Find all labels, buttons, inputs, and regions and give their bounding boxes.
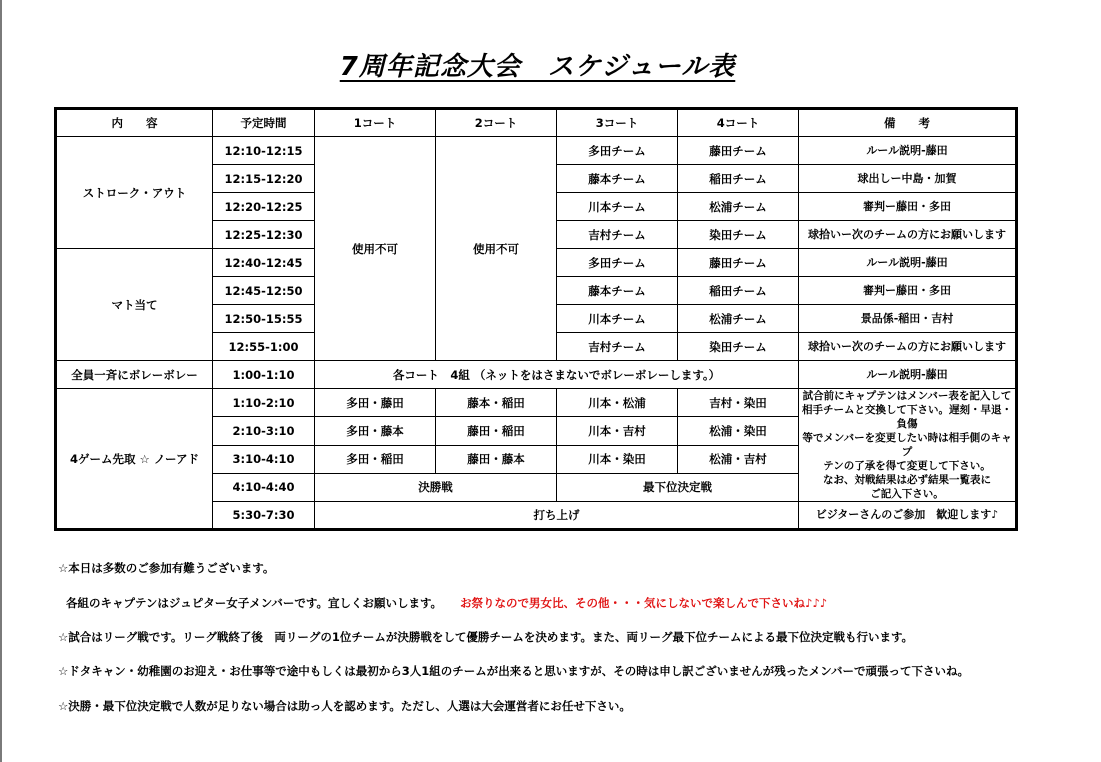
note-captain-line [66,595,827,611]
match-cell: 吉村・染田 [678,389,799,417]
team-cell: 藤田チーム [678,137,799,165]
game-remarks [799,389,1017,502]
party-cell: 打ち上げ [315,502,799,530]
remark-line: 試合前にキャプテンはメンバー表を記入して [802,390,1012,402]
team-cell: 松浦チーム [678,193,799,221]
volley-label: 全員一斉にボレーボレー [56,361,213,389]
header-content: 内 容 [56,109,213,137]
team-cell: 多田チーム [557,137,678,165]
team-cell: 吉村チーム [557,221,678,249]
time-cell: 1:00-1:10 [213,361,315,389]
note-thanks: ☆本日は多数のご参加有難うございます。 [58,561,275,575]
time-cell: 2:10-3:10 [213,417,315,445]
team-cell: 藤田チーム [678,249,799,277]
schedule-table [54,107,1018,531]
remark-cell: 球出しー中島・加賀 [799,165,1017,193]
title-text: 7周年記念大会 スケジュール表 [339,52,736,82]
header-court4: 4コート [678,109,799,137]
court1-unavailable: 使用不可 [315,137,436,361]
remark-line: ご記入下さい。 [870,488,944,500]
note-festival: お祭りなので男女比、その他・・・気にしないで楽しんで下さいね♪♪♪ [460,596,828,610]
time-cell: 3:10-4:10 [213,445,315,473]
note-dotakyan: ☆ドタキャン・幼稚園のお迎え・お仕事等で途中もしくは最初から3人1組のチームが出来ると思いますが、その時は申し訳ございませんが残ったメンバーで頑張って下さいね。 [58,664,969,678]
time-cell: 12:10-12:15 [213,137,315,165]
remark-cell: ルール説明-藤田 [799,361,1017,389]
team-cell: 川本チーム [557,193,678,221]
court2-unavailable: 使用不可 [436,137,557,361]
time-cell: 1:10-2:10 [213,389,315,417]
table-row [56,137,1017,165]
time-cell: 4:10-4:40 [213,473,315,501]
remark-line: テンの了承を得て変更して下さい。 [823,460,991,472]
header-court1: 1コート [315,109,436,137]
remark-cell: 球拾いー次のチームの方にお願いします [799,221,1017,249]
target-label: マト当て [56,249,213,361]
remark-line: なお、対戦結果は必ず結果一覧表に [823,474,991,486]
team-cell: 稲田チーム [678,165,799,193]
match-cell: 藤田・稲田 [436,417,557,445]
header-court3: 3コート [557,109,678,137]
time-cell: 5:30-7:30 [213,502,315,530]
team-cell: 藤本チーム [557,165,678,193]
remark-line: 相手チームと交換して下さい。遅刻・早退・負傷 [802,404,1012,430]
time-cell: 12:45-12:50 [213,277,315,305]
header-court2: 2コート [436,109,557,137]
remark-cell: 審判ー藤田・多田 [799,277,1017,305]
note-captain: 各組のキャプテンはジュピター女子メンバーです。宜しくお願いします。 [66,596,443,610]
header-row [56,109,1017,137]
table-row [56,389,1017,417]
time-cell: 12:15-12:20 [213,165,315,193]
note-league: ☆試合はリーグ戦です。リーグ戦終了後 両リーグの1位チームが決勝戦をして優勝チームを決めます。また、両リーグ最下位チームによる最下位決定戦も行います。 [58,630,914,644]
match-cell: 多田・藤田 [315,389,436,417]
header-remarks: 備 考 [799,109,1017,137]
final-cell: 決勝戦 [315,473,557,501]
match-cell: 多田・藤本 [315,417,436,445]
team-cell: 染田チーム [678,333,799,361]
time-cell: 12:40-12:45 [213,249,315,277]
remark-line: 等でメンバーを変更したい時は相手側のキャプ [802,432,1012,458]
lastplace-cell: 最下位決定戦 [557,473,799,501]
team-cell: 稲田チーム [678,277,799,305]
match-cell: 松浦・染田 [678,417,799,445]
remark-cell: 景品係-稲田・吉村 [799,305,1017,333]
team-cell: 松浦チーム [678,305,799,333]
time-cell: 12:55-1:00 [213,333,315,361]
match-cell: 多田・稲田 [315,445,436,473]
time-cell: 12:25-12:30 [213,221,315,249]
page-title [0,46,1075,83]
match-cell: 藤本・稲田 [436,389,557,417]
note-helpers: ☆決勝・最下位決定戦で人数が足りない場合は助っ人を認めます。ただし、人選は大会運営者にお任せ下さい。 [58,699,631,713]
table-row [56,361,1017,389]
remark-cell: ルール説明-藤田 [799,137,1017,165]
visitor-remark: ビジターさんのご参加 歓迎します♪ [799,502,1017,530]
team-cell: 多田チーム [557,249,678,277]
team-cell: 染田チーム [678,221,799,249]
game-label: 4ゲーム先取 ☆ ノーアド [56,389,213,530]
time-cell: 12:20-12:25 [213,193,315,221]
match-cell: 川本・染田 [557,445,678,473]
time-cell: 12:50-15:55 [213,305,315,333]
team-cell: 藤本チーム [557,277,678,305]
remark-cell: 審判ー藤田・多田 [799,193,1017,221]
match-cell: 松浦・吉村 [678,445,799,473]
header-time: 予定時間 [213,109,315,137]
match-cell: 川本・松浦 [557,389,678,417]
window-edge [0,0,2,762]
remark-cell: ルール説明-藤田 [799,249,1017,277]
team-cell: 吉村チーム [557,333,678,361]
volley-courts: 各コート 4組 （ネットをはさまないでボレーボレーします。） [315,361,799,389]
match-cell: 川本・吉村 [557,417,678,445]
match-cell: 藤田・藤本 [436,445,557,473]
team-cell: 川本チーム [557,305,678,333]
stroke-label: ストローク・アウト [56,137,213,249]
remark-cell: 球拾いー次のチームの方にお願いします [799,333,1017,361]
